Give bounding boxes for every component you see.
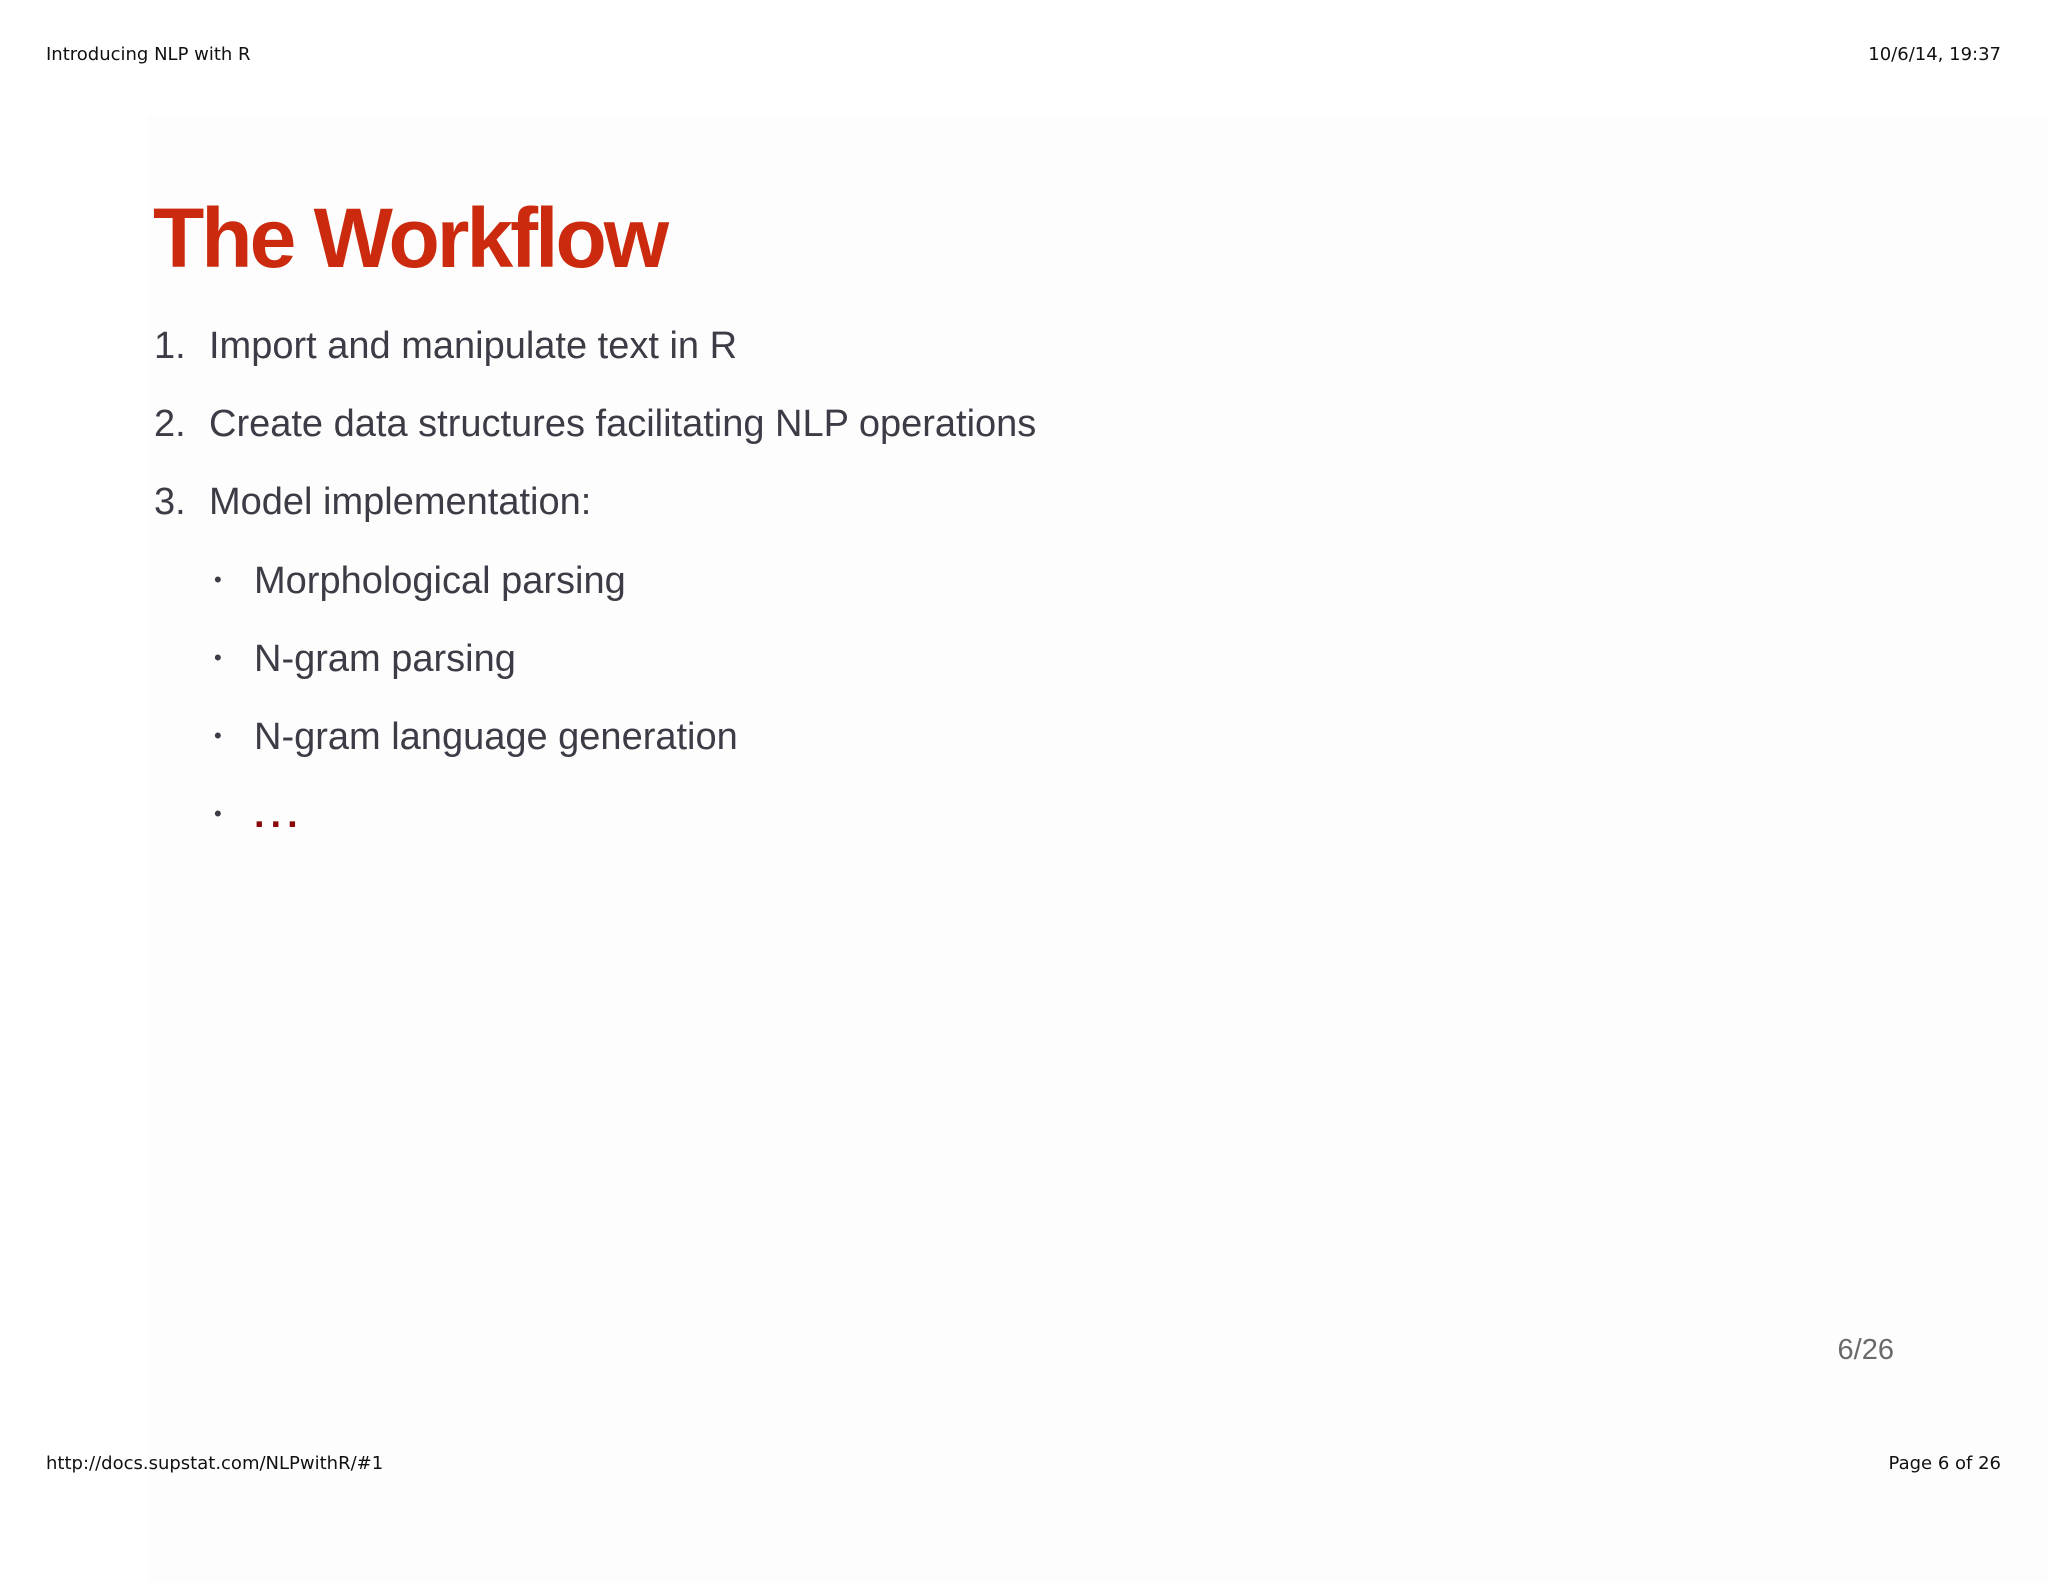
sub-list-item [214,557,626,604]
slide-title: The Workflow [153,191,667,285]
sub-list-item [214,713,738,760]
list-item-text: Model implementation: [209,481,592,523]
list-item-number: 2. [154,403,186,445]
sub-list-item-text: N-gram parsing [254,638,516,680]
sub-list-item-text: N-gram language generation [254,716,738,758]
list-item [154,401,1036,447]
bullet-icon: • [214,567,222,592]
sub-list-item [214,791,304,838]
list-item-number: 3. [154,481,186,523]
bullet-icon: • [214,723,222,748]
bullet-icon: • [214,801,222,826]
list-item-text: Create data structures facilitating NLP operations [209,403,1037,445]
footer-page-number: Page 6 of 26 [1888,1453,2001,1474]
slide-counter: 6/26 [1837,1334,1894,1366]
bullet-icon: • [214,645,222,670]
list-item-text: Import and manipulate text in R [209,325,738,367]
sub-list-item-text: Morphological parsing [254,560,626,602]
sub-list-item [214,635,516,682]
list-item-number: 1. [154,325,186,367]
list-item [154,479,591,525]
header-timestamp: 10/6/14, 19:37 [1868,44,2001,65]
ellipsis-text: ... [254,794,304,836]
footer-url: http://docs.supstat.com/NLPwithR/#1 [46,1453,384,1474]
header-document-title: Introducing NLP with R [46,44,251,65]
list-item [154,323,737,369]
